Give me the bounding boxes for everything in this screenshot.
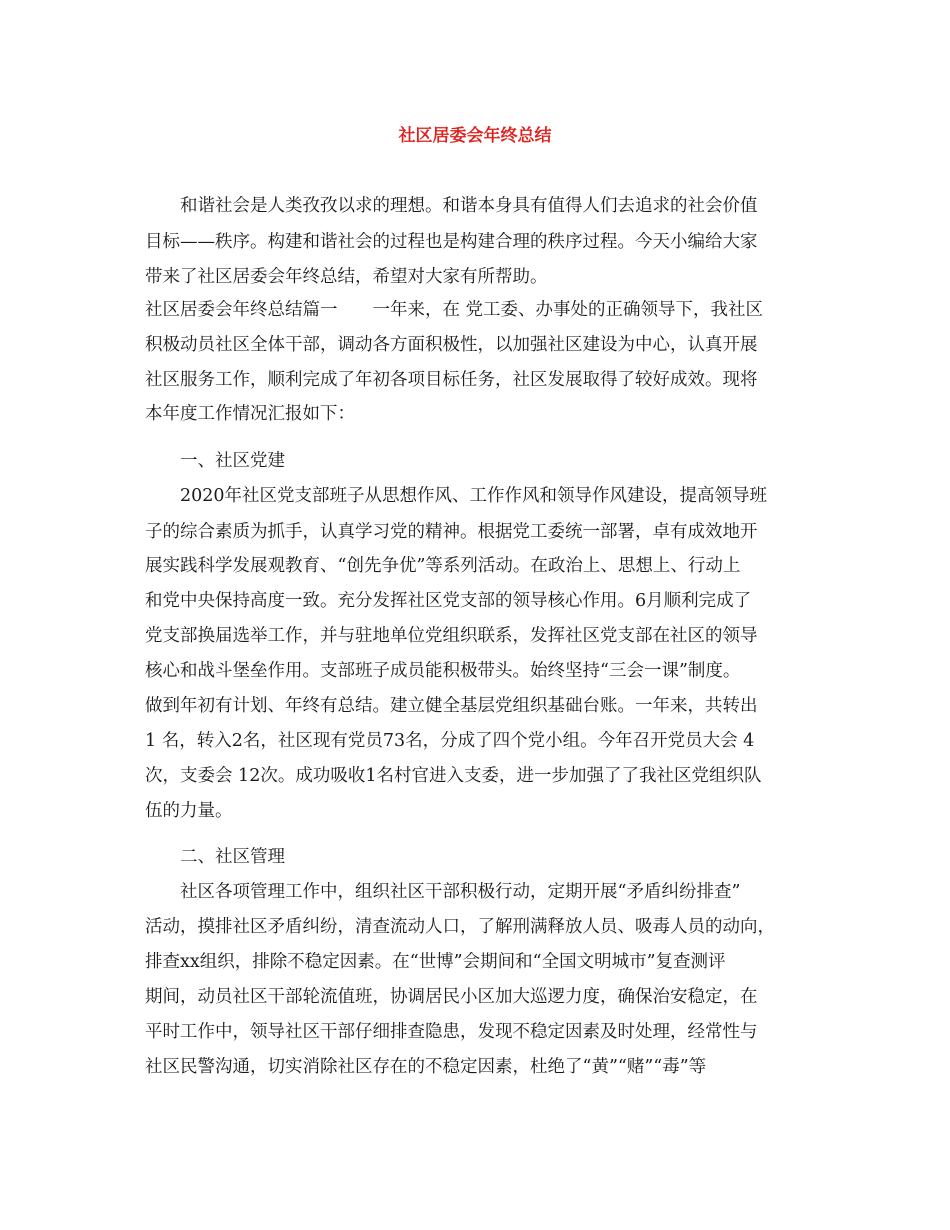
text-line: 带来了社区居委会年终总结，希望对大家有所帮助。 xyxy=(145,267,548,287)
text-line: 2020年社区党支部班子从思想作风、工作作风和领导作风建设，提高领导班 xyxy=(180,486,768,506)
text-line: 目标——秩序。构建和谐社会的过程也是构建合理的秩序过程。今天小编给大家 xyxy=(145,232,758,252)
section-heading: 一、社区党建 xyxy=(180,451,285,471)
text-line: 次，支委会 12次。成功吸收1名村官进入支委，进一步加强了了我社区党组织队 xyxy=(145,766,762,786)
text-line: 社区居委会年终总结篇一 一年来，在 党工委、办事处的正确领导下，我社区 xyxy=(145,300,764,320)
text-line: 1 名，转入2名，社区现有党员73名，分成了四个党小组。今年召开党员大会 4 xyxy=(145,731,755,751)
text-line: 活动，摸排社区矛盾纠纷，清查流动人口，了解刑满释放人员、吸毒人员的动向， xyxy=(145,917,775,937)
text-line: 核心和战斗堡垒作用。支部班子成员能积极带头。始终坚持“三会一课”制度。 xyxy=(145,661,741,681)
text-line: 平时工作中，领导社区干部仔细排查隐患，发现不稳定因素及时处理，经常性与 xyxy=(145,1022,758,1042)
text-line: 本年度工作情况汇报如下： xyxy=(145,404,355,424)
text-line: 社区民警沟通，切实消除社区存在的不稳定因素，杜绝了“黄”“赌”“毒”等 xyxy=(145,1057,707,1077)
text-line: 做到年初有计划、年终有总结。建立健全基层党组织基础台账。一年来，共转出 xyxy=(145,696,758,716)
text-line: 排查xx组织，排除不稳定因素。在“世博”会期间和“全国文明城市”复查测评 xyxy=(145,952,726,972)
text-line: 社区各项管理工作中，组织社区干部积极行动，定期开展“矛盾纠纷排查” xyxy=(180,882,741,902)
text-line: 党支部换届选举工作，并与驻地单位党组织联系，发挥社区党支部在社区的领导 xyxy=(145,626,758,646)
text-line: 子的综合素质为抓手，认真学习党的精神。根据党工委统一部署，卓有成效地开 xyxy=(145,522,758,542)
text-line: 期间，动员社区干部轮流值班，协调居民小区加大巡逻力度，确保治安稳定，在 xyxy=(145,987,758,1007)
text-line: 展实践科学发展观教育、“创先争优”等系列活动。在政治上、思想上、行动上 xyxy=(145,556,741,576)
text-line: 社区服务工作，顺利完成了年初各项目标任务，社区发展取得了较好成效。现将 xyxy=(145,370,758,390)
text-line: 和党中央保持高度一致。充分发挥社区党支部的领导核心作用。6月顺利完成了 xyxy=(145,591,752,611)
text-line: 积极动员社区全体干部，调动各方面积极性，以加强社区建设为中心，认真开展 xyxy=(145,335,758,355)
text-line: 和谐社会是人类孜孜以求的理想。和谐本身具有值得人们去追求的社会价值 xyxy=(180,196,758,216)
section-heading: 二、社区管理 xyxy=(180,847,285,867)
text-line: 伍的力量。 xyxy=(145,801,233,821)
document-title: 社区居委会年终总结 xyxy=(398,126,552,146)
